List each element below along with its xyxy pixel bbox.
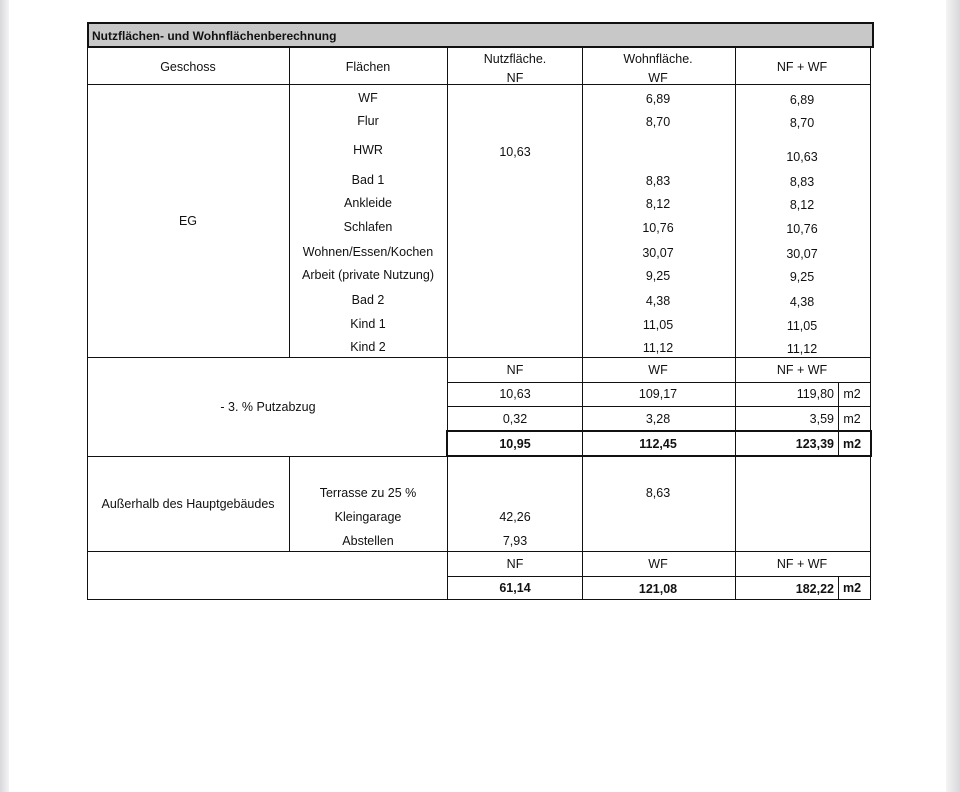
table-border	[87, 551, 871, 552]
table-border	[870, 47, 871, 599]
header-nfwf: NF + WF	[776, 60, 828, 74]
deduction-sum: 3,59	[809, 412, 834, 426]
room-wf-value: 8,70	[645, 115, 671, 129]
deduction-unit: m2	[843, 412, 861, 426]
outside-area-nf-value: 42,26	[499, 510, 531, 524]
room-sum-value: 4,38	[789, 295, 815, 309]
header-wf-line1: Wohnfläche.	[623, 52, 693, 66]
header-nf-line2: NF	[506, 71, 524, 85]
room-name: Bad 1	[351, 173, 385, 187]
room-name: Schlafen	[343, 220, 393, 234]
header-geschoss: Geschoss	[160, 60, 216, 74]
room-wf-value: 9,25	[645, 269, 671, 283]
total-unit: m2	[842, 437, 862, 451]
subtotal-sum: 119,80	[796, 387, 834, 401]
room-name: Flur	[357, 114, 379, 128]
header-flaechen: Flächen	[345, 60, 391, 74]
room-wf-value: 6,89	[645, 92, 671, 106]
room-sum-value: 6,89	[789, 93, 815, 107]
grand-header-wf: WF	[648, 557, 668, 571]
room-name: Wohnen/Essen/Kochen	[302, 245, 434, 259]
table-border	[582, 47, 583, 599]
eg-label: EG	[178, 214, 198, 228]
aussen-label: Außerhalb des Hauptgebäudes	[101, 497, 275, 511]
table-title: Nutzflächen- und Wohnflächenberechnung	[87, 22, 874, 48]
room-sum-value: 9,25	[789, 270, 815, 284]
grand-sum: 182,22	[795, 582, 834, 596]
room-wf-value: 11,12	[642, 341, 674, 355]
room-sum-value: 8,83	[789, 175, 815, 189]
room-sum-value: 10,76	[786, 222, 818, 236]
subtotal-unit: m2	[843, 387, 861, 401]
table-border	[447, 47, 448, 599]
grand-wf: 121,08	[638, 582, 678, 596]
page-edge-left	[0, 0, 9, 792]
table-border	[289, 456, 290, 551]
table-border	[447, 576, 871, 577]
table-border	[87, 84, 871, 85]
total-sum: 123,39	[795, 437, 834, 451]
grand-nf: 61,14	[499, 581, 531, 595]
putz-header-nf: NF	[506, 363, 524, 377]
grand-unit: m2	[842, 581, 862, 595]
room-name: WF	[358, 91, 378, 105]
table-border	[735, 47, 736, 599]
header-wf-line2: WF	[648, 71, 668, 85]
room-wf-value: 8,83	[645, 174, 671, 188]
room-wf-value: 4,38	[645, 294, 671, 308]
table-border	[838, 576, 839, 599]
subtotal-wf: 109,17	[638, 387, 678, 401]
room-wf-value: 10,76	[642, 221, 674, 235]
table-border	[447, 382, 871, 383]
deduction-nf: 0,32	[502, 412, 528, 426]
room-name: Ankleide	[344, 196, 392, 210]
outside-area-name: Terrasse zu 25 %	[319, 486, 417, 500]
outside-area-name: Kleingarage	[334, 510, 402, 524]
table-border	[87, 599, 871, 600]
room-name: Kind 2	[350, 340, 386, 354]
subtotal-nf: 10,63	[499, 387, 531, 401]
table-border	[838, 431, 839, 455]
room-name: Bad 2	[351, 293, 385, 307]
outside-area-name: Abstellen	[342, 534, 394, 548]
room-nf-value: 10,63	[499, 145, 531, 159]
room-name: Arbeit (private Nutzung)	[301, 268, 435, 282]
room-sum-value: 30,07	[786, 247, 818, 261]
table-border	[87, 357, 871, 358]
outside-area-wf-value: 8,63	[645, 486, 671, 500]
header-nf-line1: Nutzfläche.	[483, 52, 547, 66]
room-name: Kind 1	[350, 317, 386, 331]
table-border	[87, 47, 88, 599]
table-border	[447, 406, 871, 407]
deduction-wf: 3,28	[645, 412, 671, 426]
room-sum-value: 8,70	[789, 116, 815, 130]
putz-header-wf: WF	[648, 363, 668, 377]
room-sum-value: 11,12	[786, 342, 818, 356]
room-name: HWR	[353, 143, 383, 157]
room-sum-value: 11,05	[786, 319, 818, 333]
room-wf-value: 8,12	[645, 197, 671, 211]
room-wf-value: 11,05	[642, 318, 674, 332]
total-wf: 112,45	[639, 437, 677, 451]
page-edge-right	[946, 0, 960, 792]
grand-header-nf: NF	[506, 557, 524, 571]
total-nf: 10,95	[499, 437, 531, 451]
room-sum-value: 10,63	[786, 150, 818, 164]
table-border	[838, 382, 839, 432]
table-border	[289, 47, 290, 357]
grand-header-sum: NF + WF	[776, 557, 828, 571]
room-wf-value: 30,07	[642, 246, 674, 260]
putz-header-sum: NF + WF	[776, 363, 828, 377]
room-sum-value: 8,12	[789, 198, 815, 212]
putz-label: - 3. % Putzabzug	[220, 400, 316, 414]
outside-area-nf-value: 7,93	[502, 534, 528, 548]
